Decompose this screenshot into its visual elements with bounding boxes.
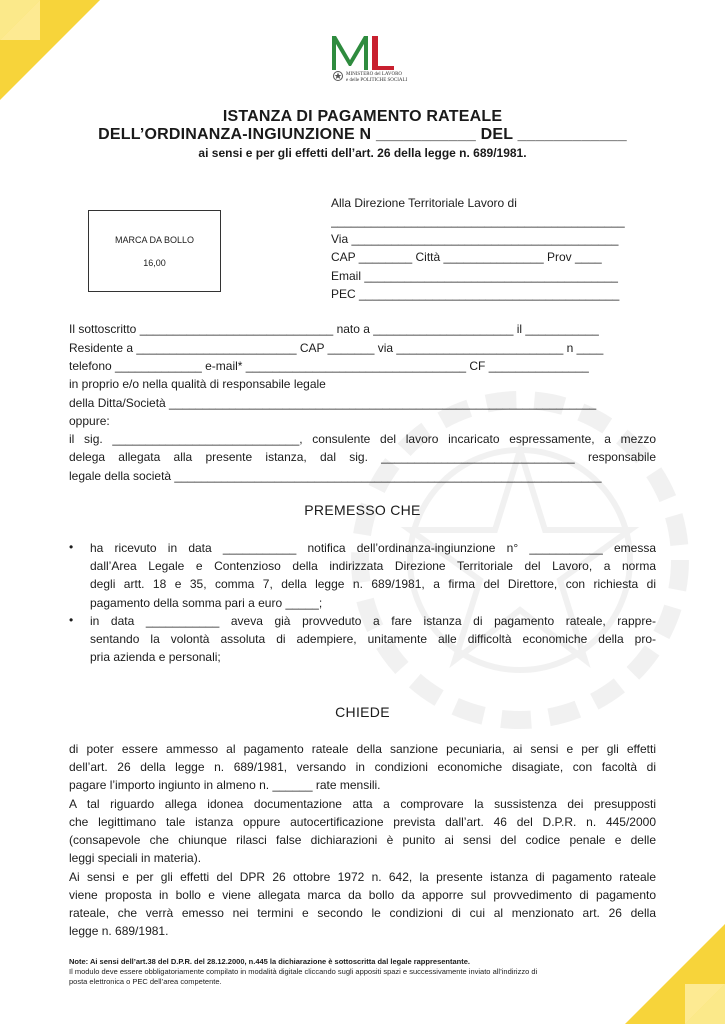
chiede-line-10: rateale, che verrà emesso nei termini e secondo le condizioni di cui al menzionato art. 26 della bbox=[69, 906, 656, 920]
stamp-label: MARCA DA BOLLO bbox=[114, 235, 195, 245]
form-line-consulente[interactable]: il sig. ____________________________, consulente del lavoro incaricato espressamente, a mezzo bbox=[69, 432, 656, 446]
logo-caption-line-2: e delle POLITICHE SOCIALI bbox=[346, 78, 408, 83]
address-cap-city-prov-field[interactable]: CAP ________ Città _______________ Prov ____ bbox=[331, 250, 602, 264]
chiede-line-9: viene proposta in bollo e viene allegata marca da bollo da apporre sul provvedimento di pagamento bbox=[69, 888, 656, 902]
section-heading-premesso: PREMESSO CHE bbox=[304, 502, 421, 518]
premesso-1-line-4[interactable]: pagamento della somma pari a euro _____; bbox=[90, 596, 323, 610]
address-heading: Alla Direzione Territoriale Lavoro di bbox=[331, 196, 517, 210]
footnote-legal: Note: Ai sensi dell’art.38 del D.P.R. del 28.12.2000, n.445 la dichiarazione è sottoscritta dal legale rappresentante. bbox=[69, 957, 470, 966]
logo-caption bbox=[346, 72, 407, 84]
premesso-2-line-3: pria azienda e personali; bbox=[90, 650, 221, 664]
form-line-sottoscritto[interactable]: Il sottoscritto _____________________________ nato a _____________________ il ___________ bbox=[69, 322, 599, 336]
form-line-ditta[interactable]: della Ditta/Società ________________________________________________________________ bbox=[69, 396, 597, 410]
section-heading-chiede: CHIEDE bbox=[335, 704, 390, 720]
chiede-line-2: dell’art. 26 della legge n. 689/1981, versando in condizioni economiche disagiate, con facoltà di bbox=[69, 760, 656, 774]
form-line-telefono[interactable]: telefono _____________ e-mail* _________________________________ CF _______________ bbox=[69, 359, 589, 373]
document-title-line-1: ISTANZA DI PAGAMENTO RATEALE bbox=[222, 108, 503, 125]
form-line-oppure: oppure: bbox=[69, 414, 110, 428]
form-line-qualita: in proprio e/o nella qualità di responsabile legale bbox=[69, 377, 326, 391]
document-title-line-2: DELL’ORDINANZA-INGIUNZIONE N ___________ DEL ____________ bbox=[98, 126, 627, 143]
chiede-line-1: di poter essere ammesso al pagamento rateale della sanzione pecuniaria, ai sensi e per gli effetti bbox=[69, 742, 656, 756]
footnote-instructions-2: posta elettronica o PEC dell’area competente. bbox=[69, 977, 222, 986]
premesso-2-line-2: sentando la volontà assoluta di adempiere, unitamente alle difficoltà economiche della pro- bbox=[90, 632, 656, 646]
chiede-line-4: A tal riguardo allega idonea documentazione atta a comprovare la sussistenza dei presupposti bbox=[69, 797, 656, 811]
chiede-line-5: che legittimano tale istanza oppure autocertificazione prevista dall’art. 46 del D.P.R. n. 445/2000 bbox=[69, 815, 656, 829]
premesso-1-line-2: dall’Area Legale e Contenzioso della indirizzata Direzione Territoriale del Lavoro, a norma bbox=[90, 559, 656, 573]
chiede-line-3[interactable]: pagare l’importo ingiunto in almeno n. ______ rate mensili. bbox=[69, 778, 381, 792]
emblem-icon bbox=[333, 70, 343, 82]
ml-logo-icon bbox=[328, 30, 398, 75]
address-dtl-field[interactable]: ____________________________________________ bbox=[331, 214, 625, 228]
form-line-delega[interactable]: delega allegata alla presente istanza, dal sig. _____________________________ responsabile bbox=[69, 450, 656, 464]
chiede-line-7: leggi speciali in materia). bbox=[69, 851, 202, 865]
chiede-line-8: Ai sensi e per gli effetti del DPR 26 ottobre 1972 n. 642, la presente istanza di pagamento rateale bbox=[69, 870, 656, 884]
bullet-marker: • bbox=[69, 540, 74, 554]
bullet-marker: • bbox=[69, 613, 74, 627]
logo-caption-line-1: MINISTERO del LAVORO bbox=[346, 72, 403, 77]
premesso-1-line-3: degli artt. 18 e 35, comma 7, della legge n. 689/1981, a firma del Direttore, con richiesta di bbox=[90, 577, 656, 591]
stamp-box bbox=[88, 210, 221, 292]
document-subtitle: ai sensi e per gli effetti dell’art. 26 della legge n. 689/1981. bbox=[198, 146, 527, 160]
corner-decoration-top-left bbox=[0, 0, 100, 100]
form-line-residente[interactable]: Residente a ________________________ CAP _______ via _________________________ n ____ bbox=[69, 341, 604, 355]
address-via-field[interactable]: Via ________________________________________ bbox=[331, 232, 619, 246]
footnote-instructions-1: Il modulo deve essere obbligatoriamente compilato in modalità digitale cliccando sugli appositi spazi e successivamente inviato all’indirizzo di bbox=[69, 967, 538, 976]
premesso-1-line-1[interactable]: ha ricevuto in data ___________ notifica dell’ordinanza-ingiunzione n° ___________ emessa bbox=[90, 541, 656, 555]
form-line-legale[interactable]: legale della società ________________________________________________________________ bbox=[69, 469, 602, 483]
chiede-line-11: legge n. 689/1981. bbox=[69, 924, 169, 938]
stamp-value: 16,00 bbox=[143, 258, 166, 268]
address-pec-field[interactable]: PEC _______________________________________ bbox=[331, 287, 620, 301]
address-email-field[interactable]: Email ______________________________________ bbox=[331, 269, 618, 283]
premesso-2-line-1[interactable]: in data ___________ aveva già provveduto a fare istanza di pagamento rateale, rappre- bbox=[90, 614, 656, 628]
chiede-line-6: (consapevole che chiunque rilasci false dichiarazioni è punito ai sensi del codice penale e delle bbox=[69, 833, 656, 847]
